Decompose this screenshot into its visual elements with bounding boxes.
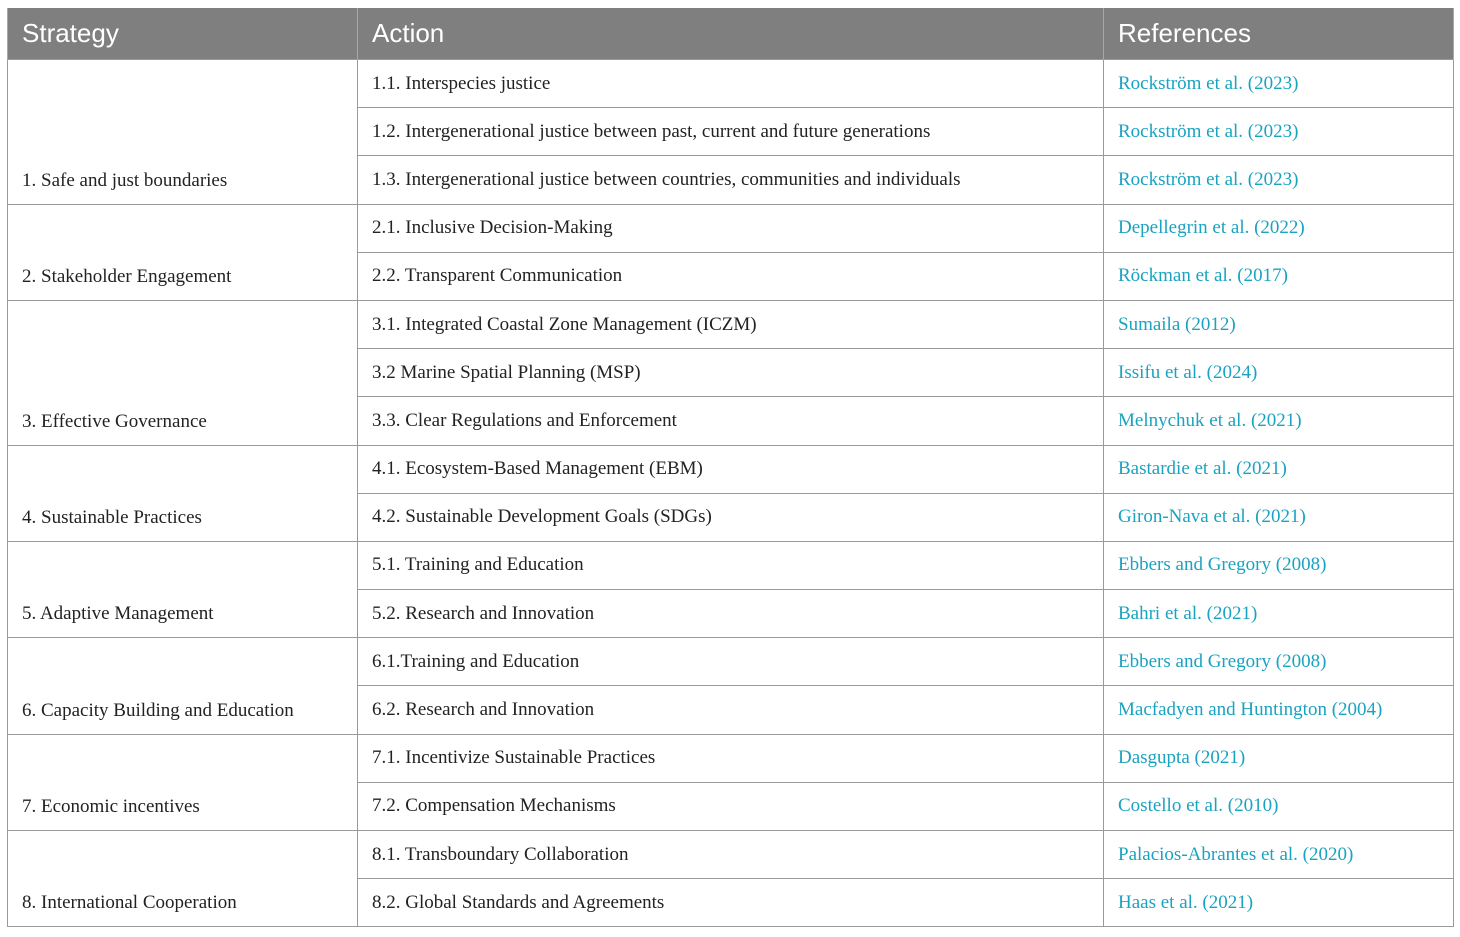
- action-cell: 6.1.Training and Education: [358, 638, 1104, 686]
- reference-link[interactable]: Röckman et al. (2017): [1104, 252, 1454, 300]
- header-row: [8, 8, 1454, 60]
- strategy-cell: 2. Stakeholder Engagement: [8, 204, 358, 300]
- header-action: Action: [358, 8, 1104, 60]
- reference-link[interactable]: Ebbers and Gregory (2008): [1104, 638, 1454, 686]
- reference-link[interactable]: Depellegrin et al. (2022): [1104, 204, 1454, 252]
- action-cell: 6.2. Research and Innovation: [358, 686, 1104, 734]
- action-cell: 5.1. Training and Education: [358, 541, 1104, 589]
- reference-link[interactable]: Palacios-Abrantes et al. (2020): [1104, 831, 1454, 879]
- reference-link[interactable]: Melnychuk et al. (2021): [1104, 397, 1454, 445]
- action-cell: 8.1. Transboundary Collaboration: [358, 831, 1104, 879]
- reference-link[interactable]: Macfadyen and Huntington (2004): [1104, 686, 1454, 734]
- reference-link[interactable]: Haas et al. (2021): [1104, 879, 1454, 927]
- action-cell: 1.3. Intergenerational justice between countries, communities and individuals: [358, 156, 1104, 204]
- action-cell: 8.2. Global Standards and Agreements: [358, 879, 1104, 927]
- strategy-cell: 1. Safe and just boundaries: [8, 60, 358, 205]
- strategy-cell: 3. Effective Governance: [8, 300, 358, 445]
- action-cell: 3.1. Integrated Coastal Zone Management (ICZM): [358, 300, 1104, 348]
- action-cell: 4.2. Sustainable Development Goals (SDGs): [358, 493, 1104, 541]
- reference-link[interactable]: Rockström et al. (2023): [1104, 108, 1454, 156]
- table-row: [8, 638, 1454, 686]
- action-cell: 7.2. Compensation Mechanisms: [358, 782, 1104, 830]
- table-row: [8, 734, 1454, 782]
- action-cell: 2.2. Transparent Communication: [358, 252, 1104, 300]
- reference-link[interactable]: Bastardie et al. (2021): [1104, 445, 1454, 493]
- reference-link[interactable]: Rockström et al. (2023): [1104, 156, 1454, 204]
- table-row: [8, 445, 1454, 493]
- reference-link[interactable]: Bahri et al. (2021): [1104, 590, 1454, 638]
- reference-link[interactable]: Giron-Nava et al. (2021): [1104, 493, 1454, 541]
- table-row: [8, 541, 1454, 589]
- strategy-table: [7, 8, 1454, 927]
- reference-link[interactable]: Costello et al. (2010): [1104, 782, 1454, 830]
- reference-link[interactable]: Dasgupta (2021): [1104, 734, 1454, 782]
- strategy-cell: 8. International Cooperation: [8, 831, 358, 927]
- action-cell: 7.1. Incentivize Sustainable Practices: [358, 734, 1104, 782]
- strategy-cell: 5. Adaptive Management: [8, 541, 358, 637]
- header-strategy: Strategy: [8, 8, 358, 60]
- action-cell: 5.2. Research and Innovation: [358, 590, 1104, 638]
- reference-link[interactable]: Rockström et al. (2023): [1104, 60, 1454, 108]
- action-cell: 1.2. Intergenerational justice between past, current and future generations: [358, 108, 1104, 156]
- table-body: [8, 60, 1454, 927]
- strategy-cell: 4. Sustainable Practices: [8, 445, 358, 541]
- table-row: [8, 60, 1454, 108]
- header-references: References: [1104, 8, 1454, 60]
- table-row: [8, 300, 1454, 348]
- reference-link[interactable]: Sumaila (2012): [1104, 300, 1454, 348]
- table-row: [8, 831, 1454, 879]
- action-cell: 2.1. Inclusive Decision-Making: [358, 204, 1104, 252]
- strategy-cell: 7. Economic incentives: [8, 734, 358, 830]
- strategy-cell: 6. Capacity Building and Education: [8, 638, 358, 734]
- reference-link[interactable]: Issifu et al. (2024): [1104, 349, 1454, 397]
- action-cell: 4.1. Ecosystem-Based Management (EBM): [358, 445, 1104, 493]
- action-cell: 3.3. Clear Regulations and Enforcement: [358, 397, 1104, 445]
- action-cell: 1.1. Interspecies justice: [358, 60, 1104, 108]
- table-row: [8, 204, 1454, 252]
- reference-link[interactable]: Ebbers and Gregory (2008): [1104, 541, 1454, 589]
- action-cell: 3.2 Marine Spatial Planning (MSP): [358, 349, 1104, 397]
